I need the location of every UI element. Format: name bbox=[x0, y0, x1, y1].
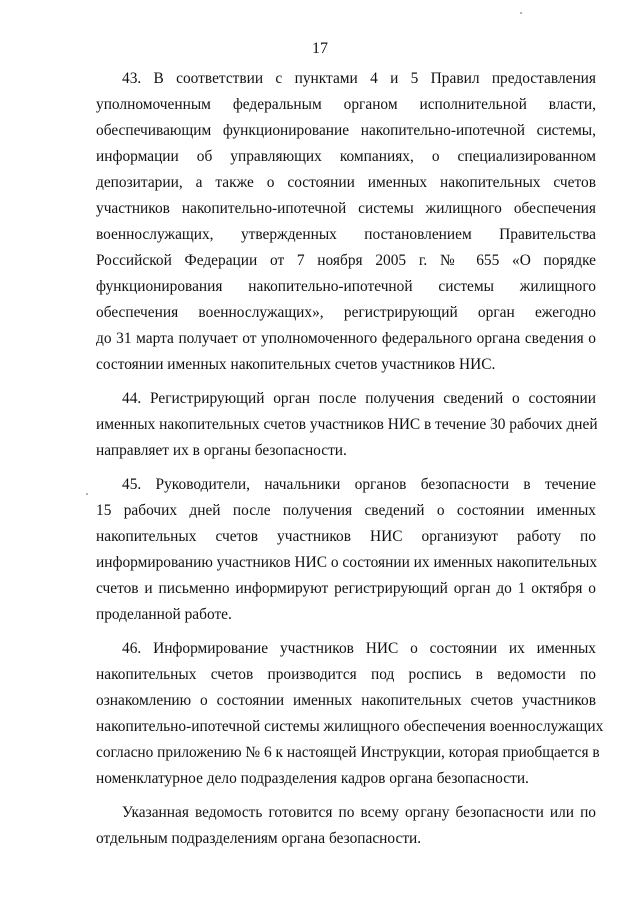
text-line: накопительных счетов производится под роспись в ведомости по bbox=[96, 666, 596, 683]
paragraph-44 bbox=[96, 386, 596, 464]
text-line: до 31 марта получает от уполномоченного федерального органа сведения о bbox=[96, 330, 596, 347]
text-line: Российской Федерации от 7 ноября 2005 г. № 655 «О порядке bbox=[96, 252, 596, 269]
text-line: участников накопительно-ипотечной системы жилищного обеспечения bbox=[96, 200, 596, 217]
scan-speck bbox=[520, 12, 522, 14]
paragraph-final bbox=[96, 800, 596, 852]
text-line: обеспечивающим функционирование накопительно-ипотечной системы, bbox=[96, 122, 596, 139]
text-line: именных накопительных счетов участников НИС в течение 30 рабочих дней bbox=[96, 416, 598, 433]
text-line: информированию участников НИС о состоянии их именных накопительных bbox=[96, 554, 598, 571]
text-line: проделанной работе. bbox=[96, 606, 232, 623]
text-line: 15 рабочих дней после получения сведений о состоянии именных bbox=[96, 502, 596, 519]
text-line: 46. Информирование участников НИС о состоянии их именных bbox=[122, 640, 596, 657]
text-line: депозитарии, а также о состоянии именных накопительных счетов bbox=[96, 174, 596, 191]
scan-speck bbox=[86, 493, 88, 495]
text-line: состоянии именных накопительных счетов участников НИС. bbox=[96, 356, 496, 373]
text-line: ознакомлению о состоянии именных накопительных счетов участников bbox=[96, 692, 596, 709]
text-line: накопительных счетов участников НИС организуют работу по bbox=[96, 528, 596, 545]
text-line: обеспечения военнослужащих», регистрирующий орган ежегодно bbox=[96, 304, 596, 321]
paragraph-43 bbox=[96, 66, 596, 378]
text-line: функционирования накопительно-ипотечной системы жилищного bbox=[96, 278, 596, 295]
text-line: Указанная ведомость готовится по всему органу безопасности или по bbox=[122, 804, 596, 821]
page-number: 17 bbox=[312, 40, 328, 57]
text-line: отдельным подразделениям органа безопасности. bbox=[96, 830, 422, 847]
document-body bbox=[96, 66, 604, 860]
text-line: накопительно-ипотечной системы жилищного обеспечения военнослужащих bbox=[96, 718, 604, 735]
text-line: 45. Руководители, начальники органов безопасности в течение bbox=[122, 476, 596, 493]
text-line: номенклатурное дело подразделения кадров органа безопасности. bbox=[96, 770, 529, 787]
text-line: счетов и письменно информируют регистрирующий орган до 1 октября о bbox=[96, 580, 596, 597]
text-line: 44. Регистрирующий орган после получения сведений о состоянии bbox=[122, 390, 596, 407]
text-line: согласно приложению № 6 к настоящей Инструкции, которая приобщается в bbox=[96, 744, 600, 761]
text-line: 43. В соответствии с пунктами 4 и 5 Правил предоставления bbox=[122, 70, 596, 87]
text-line: военнослужащих, утвержденных постановлением Правительства bbox=[96, 226, 596, 243]
paragraph-45 bbox=[96, 472, 596, 628]
text-line: направляет их в органы безопасности. bbox=[96, 442, 347, 459]
text-line: уполномоченным федеральным органом исполнительной власти, bbox=[96, 96, 596, 113]
text-line: информации об управляющих компаниях, о специализированном bbox=[96, 148, 596, 165]
paragraph-46 bbox=[96, 636, 604, 792]
